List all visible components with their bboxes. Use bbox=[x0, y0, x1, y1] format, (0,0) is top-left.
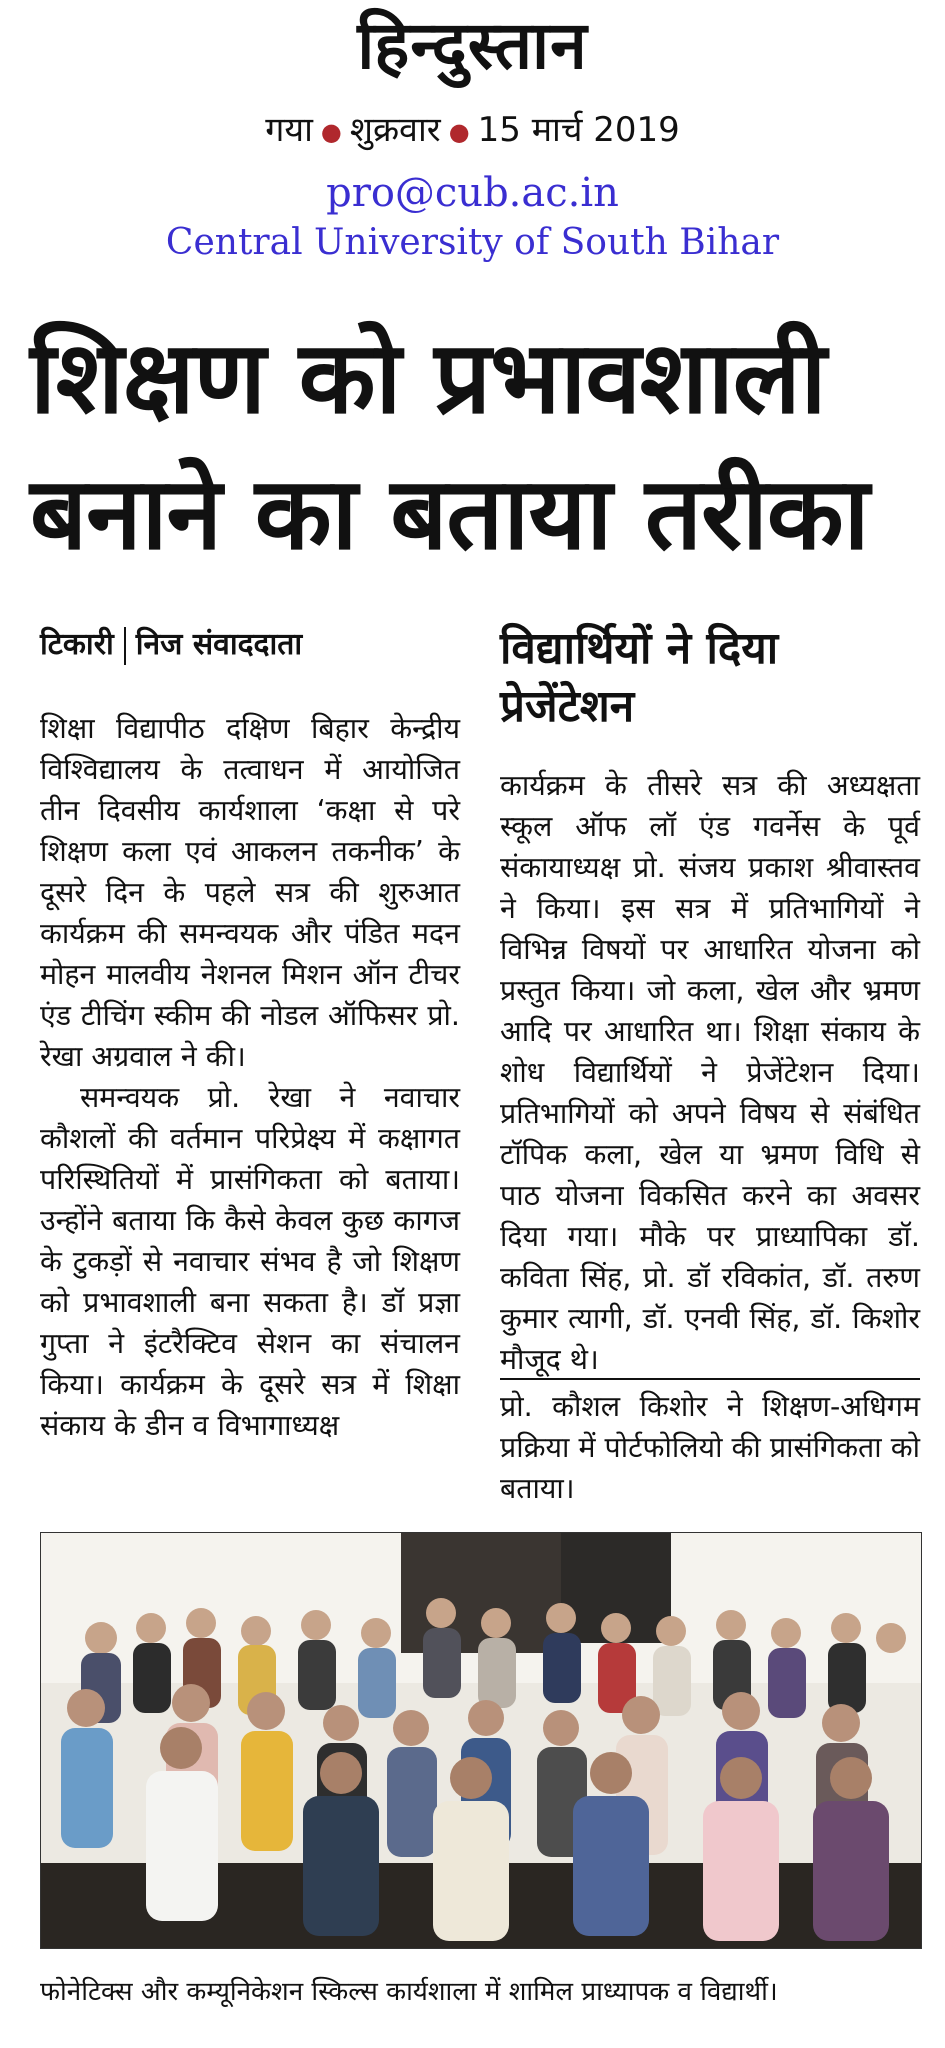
article-left-column bbox=[40, 708, 460, 1446]
byline-place: टिकारी bbox=[40, 627, 114, 662]
group-photo bbox=[40, 1532, 922, 1949]
right-paragraph-2: प्रो. कौशल किशोर ने शिक्षण-अधिगम प्रक्रिया में पोर्टफोलियो की प्रासंगिकता को बताया। bbox=[500, 1390, 920, 1505]
article-headline bbox=[30, 310, 920, 582]
byline-divider bbox=[124, 627, 126, 665]
left-paragraph-1: शिक्षा विद्यापीठ दक्षिण बिहार केन्द्रीय विश्विद्यालय के तत्वाधन में आयोजित तीन दिवसीय कार्यशाला ‘कक्षा से परे शिक्षण कला एवं आकलन तकनीक’ के दूसरे दिन के पहले सत्र की शुरुआत कार्यक्रम की समन्वयक और पंडित मदन मोहन मालवीय नेशनल मिशन ऑन टीचर एंड टीचिंग स्कीम की नोडल ऑफिसर प्रो. रेखा अग्रवाल ने की। bbox=[40, 712, 460, 1073]
right-paragraph-1: कार्यक्रम के तीसरे सत्र की अध्यक्षता स्कूल ऑफ लॉ एंड गवर्नेस के पूर्व संकायाध्यक्ष प्रो. संजय प्रकाश श्रीवास्तव ने किया। इस सत्र में प्रतिभागियों ने विभिन्न विषयों पर आधारित योजना को प्रस्तुत किया। जो कला, खेल और भ्रमण आदि पर आधारित था। शिक्षा संकाय के शोध विद्यार्थियों ने प्रेजेंटेशन दिया। प्रतिभागियों को अपने विषय से संबंधित टॉपिक कला, खेल या भ्रमण विधि से पाठ योजना विकसित करने का अवसर दिया गया। मौके पर प्राध्यापिका डॉ. कविता सिंह, प्रो. डॉ रविकांत, डॉ. तरुण कुमार त्यागी, डॉ. एनवी सिंह, डॉ. किशोर मौजूद थे। bbox=[500, 769, 920, 1376]
article-right-column bbox=[500, 765, 920, 1380]
byline bbox=[40, 625, 302, 665]
photo-caption: फोनेटिक्स और कम्यूनिकेशन स्किल्स कार्यशाला में शामिल प्राध्यापक व विद्यार्थी। bbox=[40, 1977, 778, 2007]
article-subhead: विद्यार्थियों ने दिया प्रेजेंटेशन bbox=[500, 623, 779, 732]
article-right-column-end bbox=[500, 1386, 920, 1509]
dateline-city: गया bbox=[265, 110, 313, 150]
dateline-date: 15 मार्च 2019 bbox=[477, 110, 680, 150]
university-name: Central University of South Bihar bbox=[165, 222, 780, 263]
group-photo-illustration bbox=[41, 1533, 921, 1948]
headline-line-2: बनाने का बताया तरीका bbox=[30, 455, 869, 572]
column-divider bbox=[500, 1378, 920, 1380]
masthead-title: हिन्दुस्तान bbox=[357, 7, 588, 84]
bullet-dot-icon: ● bbox=[320, 117, 342, 146]
contact-email: pro@cub.ac.in bbox=[326, 170, 619, 216]
headline-line-1: शिक्षण को प्रभावशाली bbox=[30, 319, 826, 436]
byline-correspondent: निज संवाददाता bbox=[135, 627, 303, 662]
bullet-dot-icon: ● bbox=[448, 117, 470, 146]
left-paragraph-2: समन्वयक प्रो. रेखा ने नवाचार कौशलों की वर्तमान परिप्रेक्ष्य में कक्षागत परिस्थितियों में प्रासंगिकता को बताया। उन्होंने बताया कि कैसे केवल कुछ कागज के टुकड़ों से नवाचार संभव है जो शिक्षण को प्रभावशाली बना सकता है। डॉ प्रज्ञा गुप्ता ने इंटरैक्टिव सेशन का संचालन किया। कार्यक्रम के दूसरे सत्र में शिक्षा संकाय के डीन व विभागाध्यक्ष bbox=[40, 1081, 460, 1442]
dateline-day: शुक्रवार bbox=[349, 110, 441, 150]
dateline bbox=[0, 108, 945, 154]
